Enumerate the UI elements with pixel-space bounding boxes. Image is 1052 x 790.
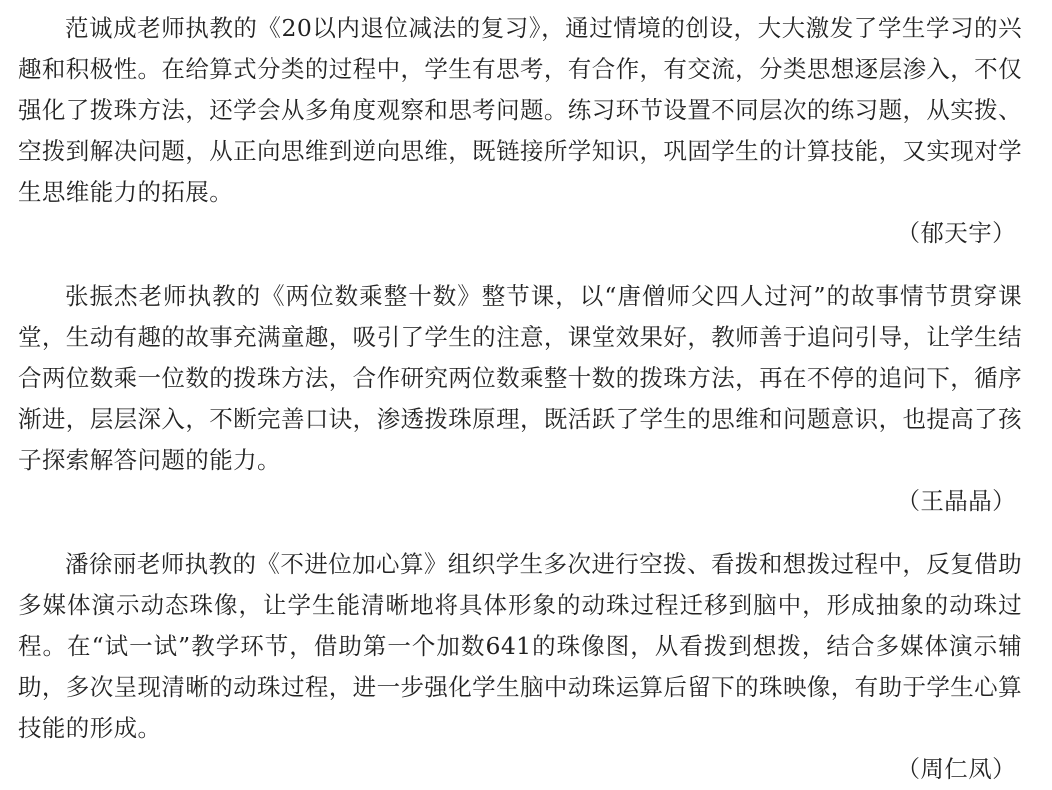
paragraph-text: 潘徐丽老师执教的《不进位加心算》组织学生多次进行空拨、看拨和想拨过程中，反复借助多媒体演示动态珠像，让学生能清晰地将具体形象的动珠过程迁移到脑中，形成抽象的动珠过程。在“试一试”教学环节，借助第一个加数641的珠像图，从看拨到想拨，结合多媒体演示辅助，多次呈现清晰的动珠过程，进一步强化学生脑中动珠运算后留下的珠映像，有助于学生心算技能的形成。 (18, 550, 1022, 742)
paragraph-attribution: （郁天宇） (896, 219, 1016, 247)
paragraph-attribution: （周仁凤） (896, 755, 1016, 783)
paragraph-text: 范诚成老师执教的《20以内退位减法的复习》，通过情境的创设，大大激发了学生学习的兴趣和积极性。在给算式分类的过程中，学生有思考，有合作，有交流，分类思想逐层渗入，不仅强化了拨珠方法，还学会从多角度观察和思考问题。练习环节设置不同层次的练习题，从实拨、空拨到解决问题，从正向思维到逆向思维，既链接所学知识，巩固学生的计算技能，又实现对学生思维能力的拓展。 (18, 14, 1022, 206)
paragraph-attribution: （王晶晶） (896, 487, 1016, 515)
review-block-1 (18, 8, 1022, 254)
paragraph-text: 张振杰老师执教的《两位数乘整十数》整节课，以“唐僧师父四人过河”的故事情节贯穿课堂，生动有趣的故事充满童趣，吸引了学生的注意，课堂效果好，教师善于追问引导，让学生结合两位数乘一位数的拨珠方法，合作研究两位数乘整十数的拨珠方法，再在不停的追问下，循序渐进，层层深入，不断完善口诀，渗透拨珠原理，既活跃了学生的思维和问题意识，也提高了孩子探索解答问题的能力。 (18, 282, 1022, 474)
review-block-3 (18, 544, 1022, 790)
review-block-2 (18, 276, 1022, 522)
